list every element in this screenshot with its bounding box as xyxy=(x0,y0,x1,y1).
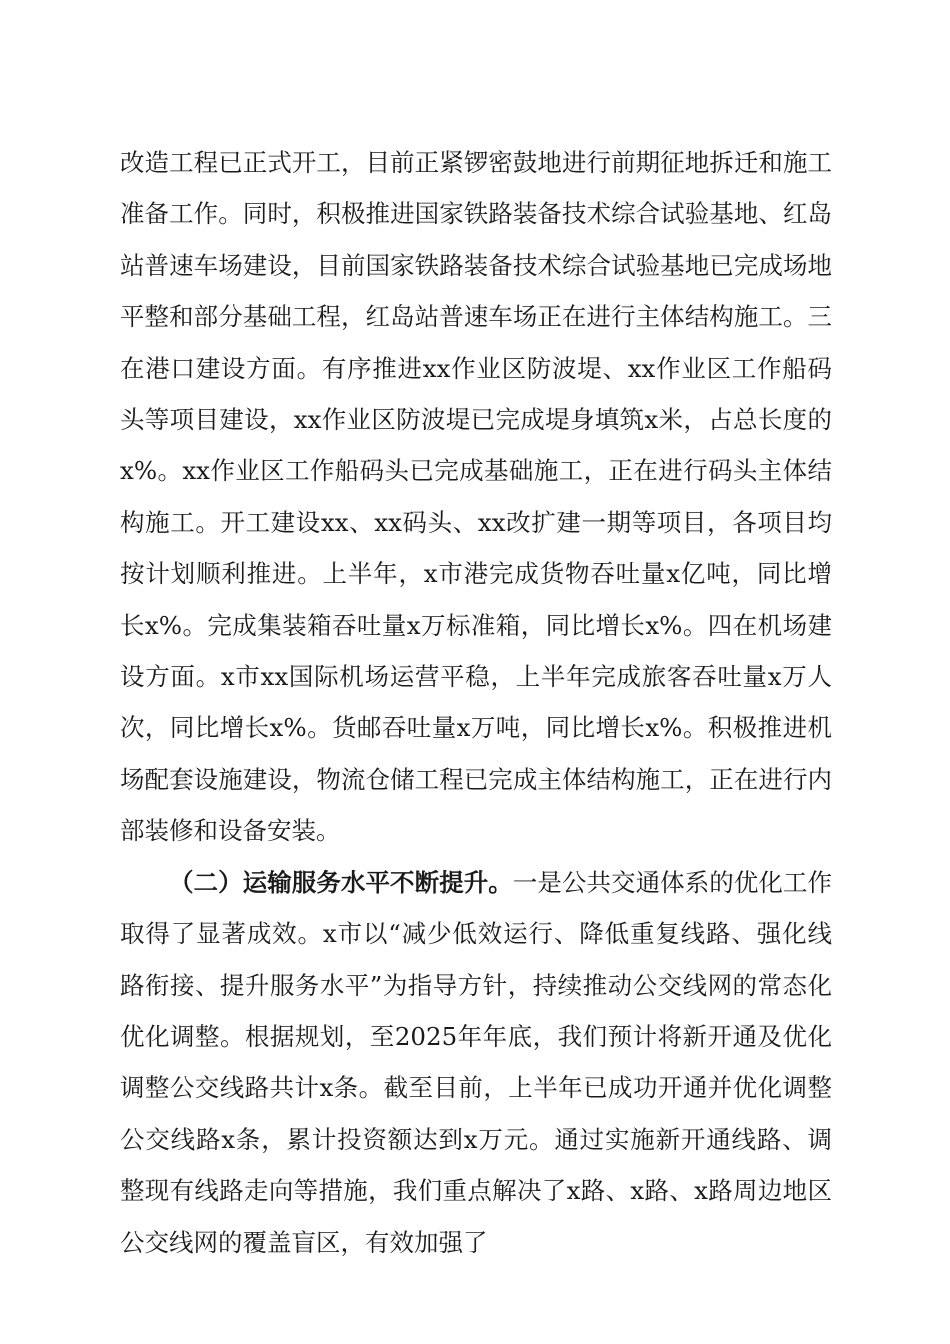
paragraph-2-text: 一是公共交通体系的优化工作取得了显著成效。x市以“减少低效运行、降低重复线路、强化线路衔接、提升服务水平”为指导方针，持续推动公交线网的常态化优化调整。根据规划，至2025年年底，我们预计将新开通及优化调整公交线路共计x条。截至目前，上半年已成功开通并优化调整公交线路x条，累计投资额达到x万元。通过实施新开通线路、调整现有线路走向等措施，我们重点解决了x路、x路、x路周边地区公交线网的覆盖盲区，有效加强了 xyxy=(120,867,833,1257)
paragraph-1 xyxy=(120,137,832,857)
document-body xyxy=(120,137,832,1268)
section-heading: （二）运输服务水平不断提升。 xyxy=(169,867,513,897)
paragraph-1-text: 改造工程已正式开工，目前正紧锣密鼓地进行前期征地拆迁和施工准备工作。同时，积极推进国家铁路装备技术综合试验基地、红岛站普速车场建设，目前国家铁路装备技术综合试验基地已完成场地平整和部分基础工程，红岛站普速车场正在进行主体结构施工。三在港口建设方面。有序推进xx作业区防波堤、xx作业区工作船码头等项目建设，xx作业区防波堤已完成堤身填筑x米，占总长度的x%。xx作业区工作船码头已完成基础施工，正在进行码头主体结构施工。开工建设xx、xx码头、xx改扩建一期等项目，各项目均按计划顺利推进。上半年，x市港完成货物吞吐量x亿吨，同比增长x%。完成集装箱吞吐量x万标准箱，同比增长x%。四在机场建设方面。x市xx国际机场运营平稳，上半年完成旅客吞吐量x万人次，同比增长x%。货邮吞吐量x万吨，同比增长x%。积极推进机场配套设施建设，物流仓储工程已完成主体结构施工，正在进行内部装修和设备安装。 xyxy=(120,148,832,846)
paragraph-2 xyxy=(120,857,832,1268)
